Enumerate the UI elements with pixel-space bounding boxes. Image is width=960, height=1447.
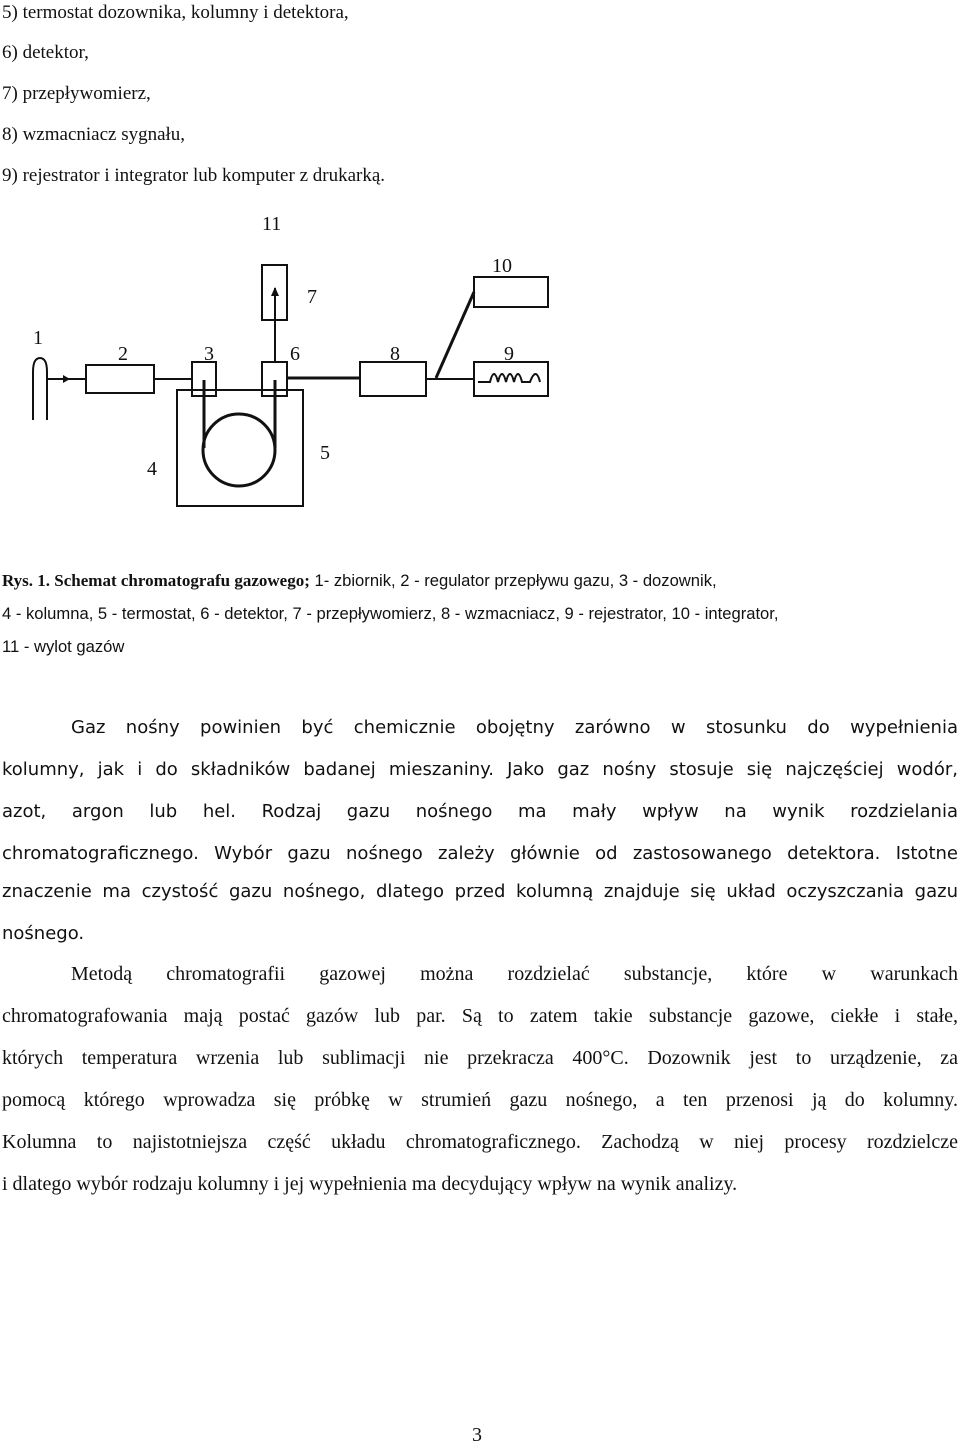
thermostat-box (177, 390, 303, 506)
recorder (474, 362, 548, 396)
caption-line: 11 - wylot gazów (2, 637, 125, 656)
caption-text: 1- zbiornik, 2 - regulator przepływu gazu, 3 - dozownik, (309, 571, 717, 590)
paragraph-line: nośnego. (2, 923, 85, 944)
list-item: 9) rejestrator i integrator lub komputer z drukarką. (2, 165, 386, 186)
list-item: 5) termostat dozownika, kolumny i detektora, (2, 2, 349, 23)
integrator (474, 277, 548, 307)
page-number: 3 (472, 1424, 482, 1446)
paragraph-line: Metodą chromatografii gazowej można rozdzielać substancje, które w warunkach (71, 963, 958, 985)
diagram-label: 2 (118, 343, 128, 365)
diagram-label: 11 (262, 213, 282, 235)
paragraph-line: azot, argon lub hel. Rodzaj gazu nośnego ma mały wpływ na wynik rozdzielania (2, 801, 958, 822)
caption-line: 4 - kolumna, 5 - termostat, 6 - detektor, 7 - przepływomierz, 8 - wzmacniacz, 9 - rejestrator, 10 - integrator, (2, 604, 779, 623)
paragraph-line: znaczenie ma czystość gazu nośnego, dlatego przed kolumną znajduje się układ oczyszczania gazu (2, 881, 958, 902)
diagram-label: 4 (147, 458, 157, 480)
caption-title: Rys. 1. Schemat chromatografu gazowego; (2, 571, 310, 590)
diagram-label: 3 (204, 343, 214, 365)
list-item: 8) wzmacniacz sygnału, (2, 124, 186, 145)
paragraph-line: chromatograficznego. Wybór gazu nośnego zależy głównie od zastosowanego detektora. Istotne (2, 843, 958, 864)
diagram-label: 8 (390, 343, 400, 365)
paragraph-line: chromatografowania mają postać gazów lub par. Są to zatem takie substancje gazowe, ciekłe i stałe, (2, 1005, 958, 1027)
paragraph-line: kolumny, jak i do składników badanej mieszaniny. Jako gaz nośny stosuje się najczęściej wodór, (2, 759, 958, 780)
gas-cylinder (33, 358, 47, 420)
diagram-label: 10 (492, 255, 512, 277)
paragraph-line: których temperatura wrzenia lub sublimacji nie przekracza 400°C. Dozownik jest to urządzenie, za (2, 1047, 958, 1069)
diagram-label: 9 (504, 343, 514, 365)
list-item: 6) detektor, (2, 42, 89, 63)
signal-trace (478, 374, 540, 382)
diagram-label: 1 (33, 327, 43, 349)
diagram-label: 7 (307, 286, 317, 308)
chromatograph-schematic (0, 200, 960, 520)
diagram-label: 6 (290, 343, 300, 365)
paragraph-line: i dlatego wybór rodzaju kolumny i jej wypełnienia ma decydujący wpływ na wynik analizy. (2, 1173, 738, 1195)
paragraph-line: Gaz nośny powinien być chemicznie obojętny zarówno w stosunku do wypełnienia (71, 717, 958, 738)
amplifier (360, 362, 426, 396)
diagram-label: 5 (320, 442, 330, 464)
list-item: 7) przepływomierz, (2, 83, 151, 104)
figure-caption (2, 571, 717, 591)
flow-regulator (86, 365, 154, 393)
paragraph-line: pomocą którego wprowadza się próbkę w strumień gazu nośnego, a ten przenosi ją do kolumny. (2, 1089, 958, 1111)
paragraph-line: Kolumna to najistotniejsza część układu chromatograficznego. Zachodzą w niej procesy rozdzielcze (2, 1131, 958, 1153)
column-coil (203, 414, 275, 486)
